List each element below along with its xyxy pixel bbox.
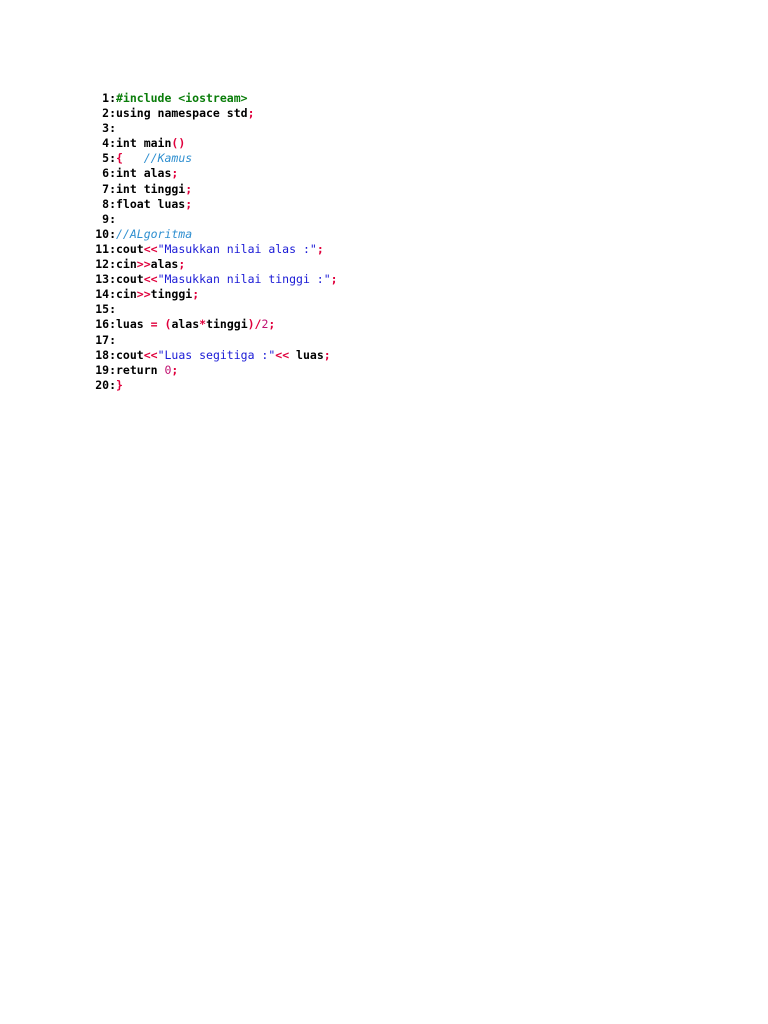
- code-token: //ALgoritma: [116, 226, 193, 241]
- code-token: ;: [185, 181, 193, 196]
- code-token: <<: [275, 347, 290, 362]
- code-text: [116, 257, 185, 272]
- line-number: 13:: [95, 272, 116, 287]
- line-number: 11:: [95, 241, 116, 256]
- line-number: 16:: [95, 317, 116, 332]
- line-number: 2:: [102, 106, 116, 121]
- line-number: 20:: [95, 377, 116, 392]
- code-line: [88, 272, 688, 287]
- code-line: [88, 182, 688, 197]
- code-token: alas: [171, 317, 200, 332]
- code-token: [158, 317, 165, 331]
- line-number: 12:: [95, 257, 116, 272]
- code-token: }: [116, 377, 123, 392]
- code-line: [88, 317, 688, 332]
- code-text: [116, 287, 199, 302]
- line-number: 3:: [102, 121, 116, 136]
- code-line: [88, 287, 688, 302]
- code-token: cin: [116, 287, 137, 302]
- code-line: [88, 106, 688, 121]
- code-token: ;: [185, 196, 193, 211]
- code-token: "Luas segitiga :": [157, 347, 276, 362]
- line-number: 4:: [102, 136, 116, 151]
- code-token: float luas: [116, 196, 186, 211]
- code-line: [88, 166, 688, 181]
- code-token: luas: [116, 317, 151, 332]
- code-line: [88, 378, 688, 393]
- code-token: int alas: [116, 166, 172, 181]
- code-text: [116, 91, 248, 106]
- code-text: [116, 197, 192, 212]
- line-number: 8:: [102, 196, 116, 211]
- code-token: >>: [136, 257, 151, 272]
- line-number: 15:: [95, 302, 116, 317]
- code-token: ;: [178, 257, 186, 272]
- line-number: 9:: [102, 211, 116, 226]
- code-token: using namespace std: [116, 106, 248, 121]
- code-token: ;: [268, 317, 276, 332]
- code-token: cout: [116, 272, 144, 287]
- code-line: [88, 333, 688, 348]
- code-token: cout: [116, 241, 144, 256]
- code-line: [88, 302, 688, 317]
- code-token: ;: [171, 362, 179, 377]
- code-token: 0: [164, 362, 172, 377]
- code-token: tinggi: [206, 317, 248, 332]
- line-number: 14:: [95, 287, 116, 302]
- code-token: cin: [116, 257, 137, 272]
- code-token: ;: [192, 287, 200, 302]
- code-text: [116, 136, 185, 151]
- code-line: [88, 136, 688, 151]
- line-number: 7:: [102, 181, 116, 196]
- code-text: [116, 317, 275, 332]
- code-token: *: [199, 317, 207, 332]
- code-token: tinggi: [150, 287, 193, 302]
- code-token: ;: [323, 347, 331, 362]
- code-line: [88, 227, 688, 242]
- code-text: [116, 378, 123, 393]
- code-line: [88, 197, 688, 212]
- line-number: 19:: [95, 362, 116, 377]
- code-token: int tinggi: [116, 181, 186, 196]
- code-text: [116, 363, 178, 378]
- code-line: [88, 348, 688, 363]
- code-line: [88, 91, 688, 106]
- code-token: <<: [143, 347, 158, 362]
- line-number: 5:: [102, 151, 116, 166]
- code-token: "Masukkan nilai alas :": [157, 241, 317, 256]
- code-line: [88, 151, 688, 166]
- code-token: <<: [143, 241, 158, 256]
- code-token: //Kamus: [143, 151, 193, 166]
- code-text: [116, 182, 192, 197]
- code-line: [88, 121, 688, 136]
- code-line: [88, 212, 688, 227]
- code-token: <<: [143, 272, 158, 287]
- line-number: 1:: [102, 91, 116, 105]
- line-number: 18:: [95, 347, 116, 362]
- code-token: 2: [261, 317, 269, 332]
- code-token: ;: [171, 166, 179, 181]
- code-line: [88, 257, 688, 272]
- code-text: [116, 242, 324, 257]
- code-token: luas: [289, 347, 324, 362]
- code-text: [116, 166, 178, 181]
- code-token: [123, 151, 144, 165]
- code-token: alas: [150, 257, 179, 272]
- code-token: (): [171, 136, 186, 151]
- line-number: 17:: [95, 332, 116, 347]
- code-token: {: [116, 151, 123, 166]
- code-token: cout: [116, 347, 144, 362]
- code-text: [116, 348, 331, 363]
- code-token: #include <iostream>: [116, 91, 248, 105]
- line-number: 10:: [95, 226, 116, 241]
- code-token: "Masukkan nilai tinggi :": [157, 272, 331, 287]
- code-token: ;: [330, 272, 338, 287]
- code-text: [116, 272, 338, 287]
- code-line: [88, 242, 688, 257]
- code-token: >>: [136, 287, 151, 302]
- code-token: ;: [316, 241, 324, 256]
- code-text: [116, 106, 255, 121]
- code-token: )/: [247, 317, 262, 332]
- code-listing: [88, 91, 688, 393]
- line-number: 6:: [102, 166, 116, 181]
- code-line: [88, 363, 688, 378]
- code-text: [116, 151, 192, 166]
- code-token: ;: [247, 106, 255, 121]
- code-token: (: [164, 317, 172, 332]
- code-token: =: [150, 317, 158, 332]
- code-text: [116, 227, 192, 242]
- code-token: int main: [116, 136, 172, 151]
- code-token: return: [116, 362, 165, 377]
